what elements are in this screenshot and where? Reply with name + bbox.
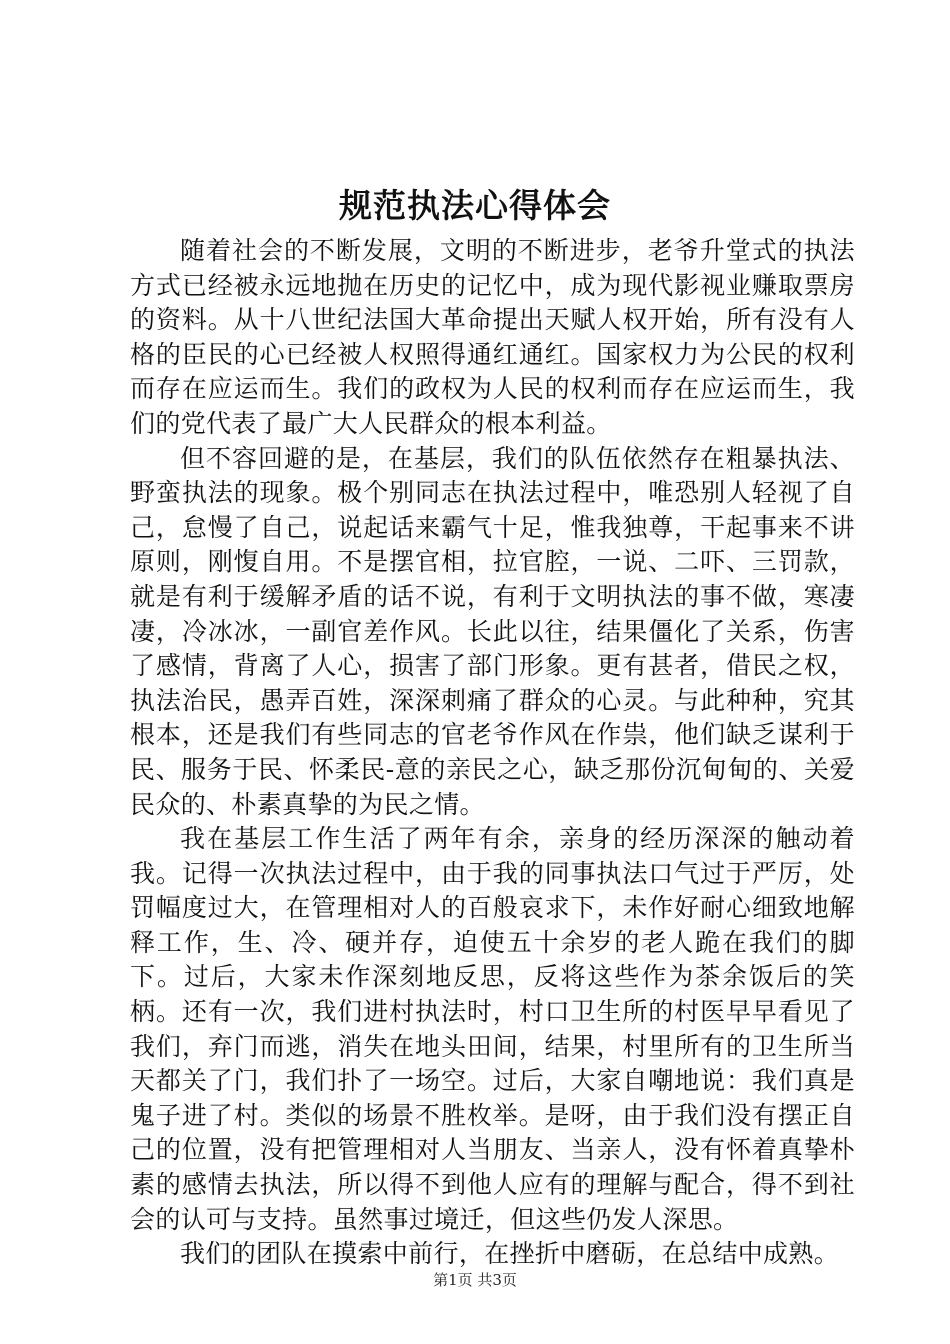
document-title: 规范执法心得体会 bbox=[339, 186, 611, 225]
paragraph-4: 我们的团队在摸索中前行，在挫折中磨砺，在总结中成熟。 bbox=[180, 1239, 840, 1269]
page-footer bbox=[0, 1270, 950, 1290]
paragraph-1: 随着社会的不断发展，文明的不断进步，老爷升堂式的执法方式已经被永远地抛在历史的记忆中，成为现代影视业赚取票房的资料。从十八世纪法国大革命提出天赋人权开始，所有没有人格的臣民的心已经被人权照得通红通红。国家权力为公民的权利而存在应运而生。我们的政权为人民的权利而存在应运而生，我们的党代表了最广大人民群众的根本利益。 bbox=[130, 236, 855, 438]
paragraph-3: 我在基层工作生活了两年有余，亲身的经历深深的触动着我。记得一次执法过程中，由于我的同事执法口气过于严厉，处罚幅度过大，在管理相对人的百般哀求下，未作好耐心细致地解释工作，生、冷、硬并存，迫使五十余岁的老人跪在我们的脚下。过后，大家未作深刻地反思，反将这些作为茶余饭后的笑柄。还有一次，我们进村执法时，村口卫生所的村医早早看见了我们，弃门而逃，消失在地头田间，结果，村里所有的卫生所当天都关了门，我们扑了一场空。过后，大家自嘲地说：我们真是鬼子进了村。类似的场景不胜枚举。是呀，由于我们没有摆正自己的位置，没有把管理相对人当朋友、当亲人，没有怀着真挚朴素的感情去执法，所以得不到他人应有的理解与配合，得不到社会的认可与支持。虽然事过境迁，但这些仍发人深思。 bbox=[130, 824, 855, 1234]
document-body bbox=[130, 234, 855, 1272]
paragraph-2: 但不容回避的是，在基层，我们的队伍依然存在粗暴执法、野蛮执法的现象。极个别同志在执法过程中，唯恐别人轻视了自己，怠慢了自己，说起话来霸气十足，惟我独尊，干起事来不讲原则，刚愎自用。不是摆官相，拉官腔，一说、二吓、三罚款，就是有利于缓解矛盾的话不说，有利于文明执法的事不做，寒凄凄，冷冰冰，一副官差作风。长此以往，结果僵化了关系，伤害了感情，背离了人心，损害了部门形象。更有甚者，借民之权，执法治民，愚弄百姓，深深刺痛了群众的心灵。与此种种，究其根本，还是我们有些同志的官老爷作风在作祟，他们缺乏谋利于民、服务于民、怀柔民-意的亲民之心，缺乏那份沉甸甸的、关爱民众的、朴素真挚的为民之情。 bbox=[130, 443, 855, 819]
page-number-indicator: 第1页 共3页 bbox=[433, 1271, 517, 1289]
